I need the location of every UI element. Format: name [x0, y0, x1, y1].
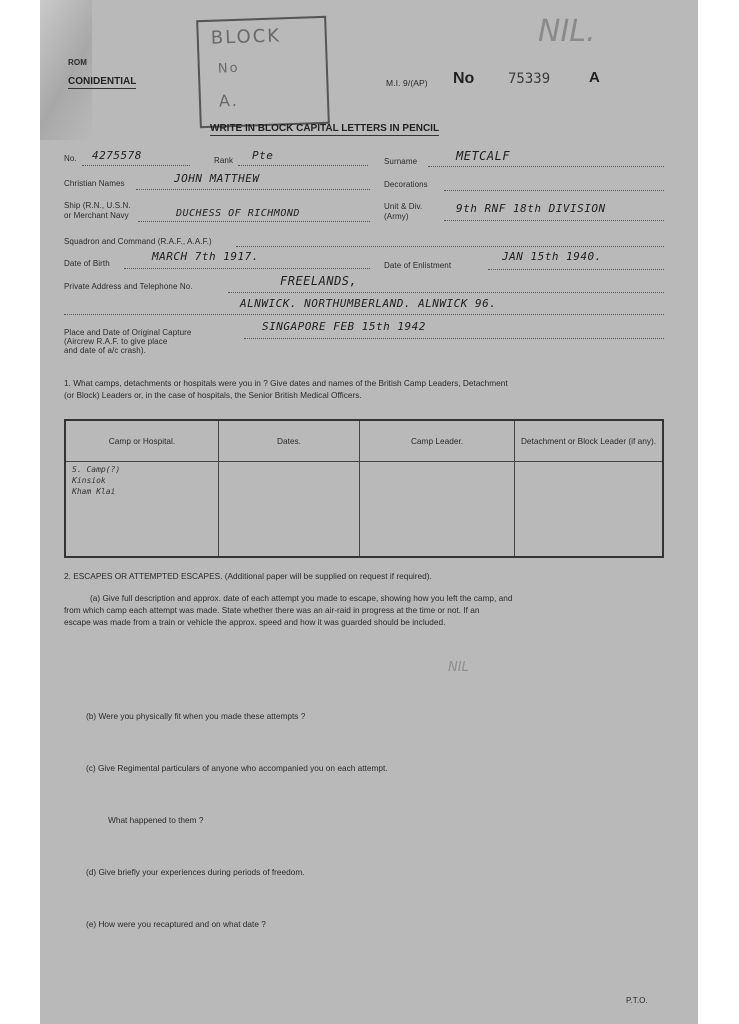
unit-label-2: (Army): [384, 212, 409, 221]
dob-value: MARCH 7th 1917.: [152, 250, 259, 263]
column-header-detachment-leader: Detachment or Block Leader (if any).: [515, 420, 664, 462]
rank-value: Pte: [252, 149, 274, 162]
address-line-2-rule: [64, 314, 664, 315]
capture-label-2: (Aircrew R.A.F. to give place: [64, 337, 168, 346]
ship-line: [138, 221, 370, 222]
dob-line: [124, 268, 370, 269]
dates-column: [219, 462, 360, 558]
question-2e: (e) How were you recaptured and on what date ?: [86, 919, 266, 929]
unit-line: [444, 220, 664, 221]
confidential-label: CONIDENTIAL: [68, 76, 137, 87]
question-2c: (c) Give Regimental particulars of anyone who accompanied you on each attempt.: [86, 763, 388, 773]
nil-answer: NIL: [448, 660, 469, 675]
address-line-2: ALNWICK. NORTHUMBERLAND. ALNWICK 96.: [240, 297, 497, 310]
enlistment-value: JAN 15th 1940.: [502, 250, 602, 263]
column-header-dates: Dates.: [219, 420, 360, 462]
capture-value: SINGAPORE FEB 15th 1942: [262, 320, 426, 333]
christian-names-label: Christian Names: [64, 179, 125, 188]
paper-clip-shadow: [40, 0, 92, 140]
form-reference: M.I. 9/(AP): [386, 78, 428, 88]
capture-line: [244, 338, 664, 339]
address-line-1: FREELANDS,: [280, 274, 358, 288]
surname-label: Surname: [384, 157, 418, 166]
number-label: No: [453, 70, 475, 87]
unit-value: 9th RNF 18th DIVISION: [456, 202, 606, 215]
address-line-1-rule: [228, 292, 664, 293]
decorations-line: [444, 190, 664, 191]
question-2d: (d) Give briefly your experiences during periods of freedom.: [86, 867, 305, 877]
unit-label-1: Unit & Div.: [384, 202, 423, 211]
camp-entry: Kham Klai: [72, 487, 116, 496]
form-page: [40, 0, 698, 1024]
stamp-line-3: A.: [218, 90, 240, 111]
capture-label-1: Place and Date of Original Capture: [64, 328, 192, 337]
squadron-label: Squadron and Command (R.A.F., A.A.F.): [64, 237, 212, 246]
enlistment-label: Date of Enlistment: [384, 261, 452, 270]
christian-names-line: [136, 189, 370, 190]
capture-label-3: and date of a/c crash).: [64, 346, 146, 355]
question-2-heading: 2. ESCAPES OR ATTEMPTED ESCAPES. (Additional paper will be supplied on request if required).: [64, 571, 432, 581]
no-value: 4275578: [92, 149, 142, 162]
camp-leader-column: [360, 462, 515, 558]
ship-label-2: or Merchant Navy: [64, 211, 129, 220]
question-2a-line-2: from which camp each attempt was made. State whether there was an air-raid in progress at the time or not. If an: [64, 605, 480, 615]
instruction-heading: WRITE IN BLOCK CAPITAL LETTERS IN PENCIL: [210, 123, 440, 134]
question-2c-sub: What happened to them ?: [108, 815, 204, 825]
question-1-text-1: 1. What camps, detachments or hospitals were you in ? Give dates and names of the British Camp Leaders, Detachment: [64, 378, 508, 388]
enlistment-line: [488, 269, 664, 270]
camp-entry: Kinsiok: [72, 476, 106, 485]
christian-names-value: JOHN MATTHEW: [174, 172, 260, 185]
ship-label-1: Ship (R.N., U.S.N.: [64, 201, 131, 210]
question-2a-line-3: escape was made from a train or vehicle the approx. speed and how it was guarded should be included.: [64, 617, 446, 627]
question-2b: (b) Were you physically fit when you made these attempts ?: [86, 711, 306, 721]
squadron-line: [236, 246, 664, 247]
rank-label: Rank: [214, 156, 234, 165]
block-stamp: [196, 16, 330, 128]
camp-column: [65, 462, 219, 558]
camps-table: [64, 419, 664, 558]
no-label: No.: [64, 154, 77, 163]
ship-value: DUCHESS OF RICHMOND: [176, 208, 300, 219]
no-line: [82, 165, 190, 166]
column-header-camp: Camp or Hospital.: [65, 420, 219, 462]
form-suffix: A: [589, 69, 600, 86]
form-number: 75339: [508, 71, 551, 87]
stamp-line-1: BLOCK: [210, 25, 282, 49]
rank-line: [238, 165, 368, 166]
dob-label: Date of Birth: [64, 259, 110, 268]
address-label: Private Address and Telephone No.: [64, 282, 193, 291]
decorations-label: Decorations: [384, 180, 428, 189]
stamp-line-2: No: [217, 60, 240, 77]
column-header-camp-leader: Camp Leader.: [360, 420, 515, 462]
corner-text: ROM: [68, 58, 87, 67]
surname-line: [428, 166, 664, 167]
surname-value: METCALF: [456, 149, 511, 163]
camp-entry: S. Camp(?): [72, 465, 121, 474]
nil-mark-top: NIL.: [538, 14, 596, 49]
detachment-leader-column: [515, 462, 664, 558]
pto-label: P.T.O.: [626, 996, 648, 1005]
question-1-text-2: (or Block) Leaders or, in the case of hospitals, the Senior British Medical Officers.: [64, 390, 362, 400]
question-2a-line-1: (a) Give full description and approx. date of each attempt you made to escape, showing how you left the camp, and: [90, 593, 513, 603]
